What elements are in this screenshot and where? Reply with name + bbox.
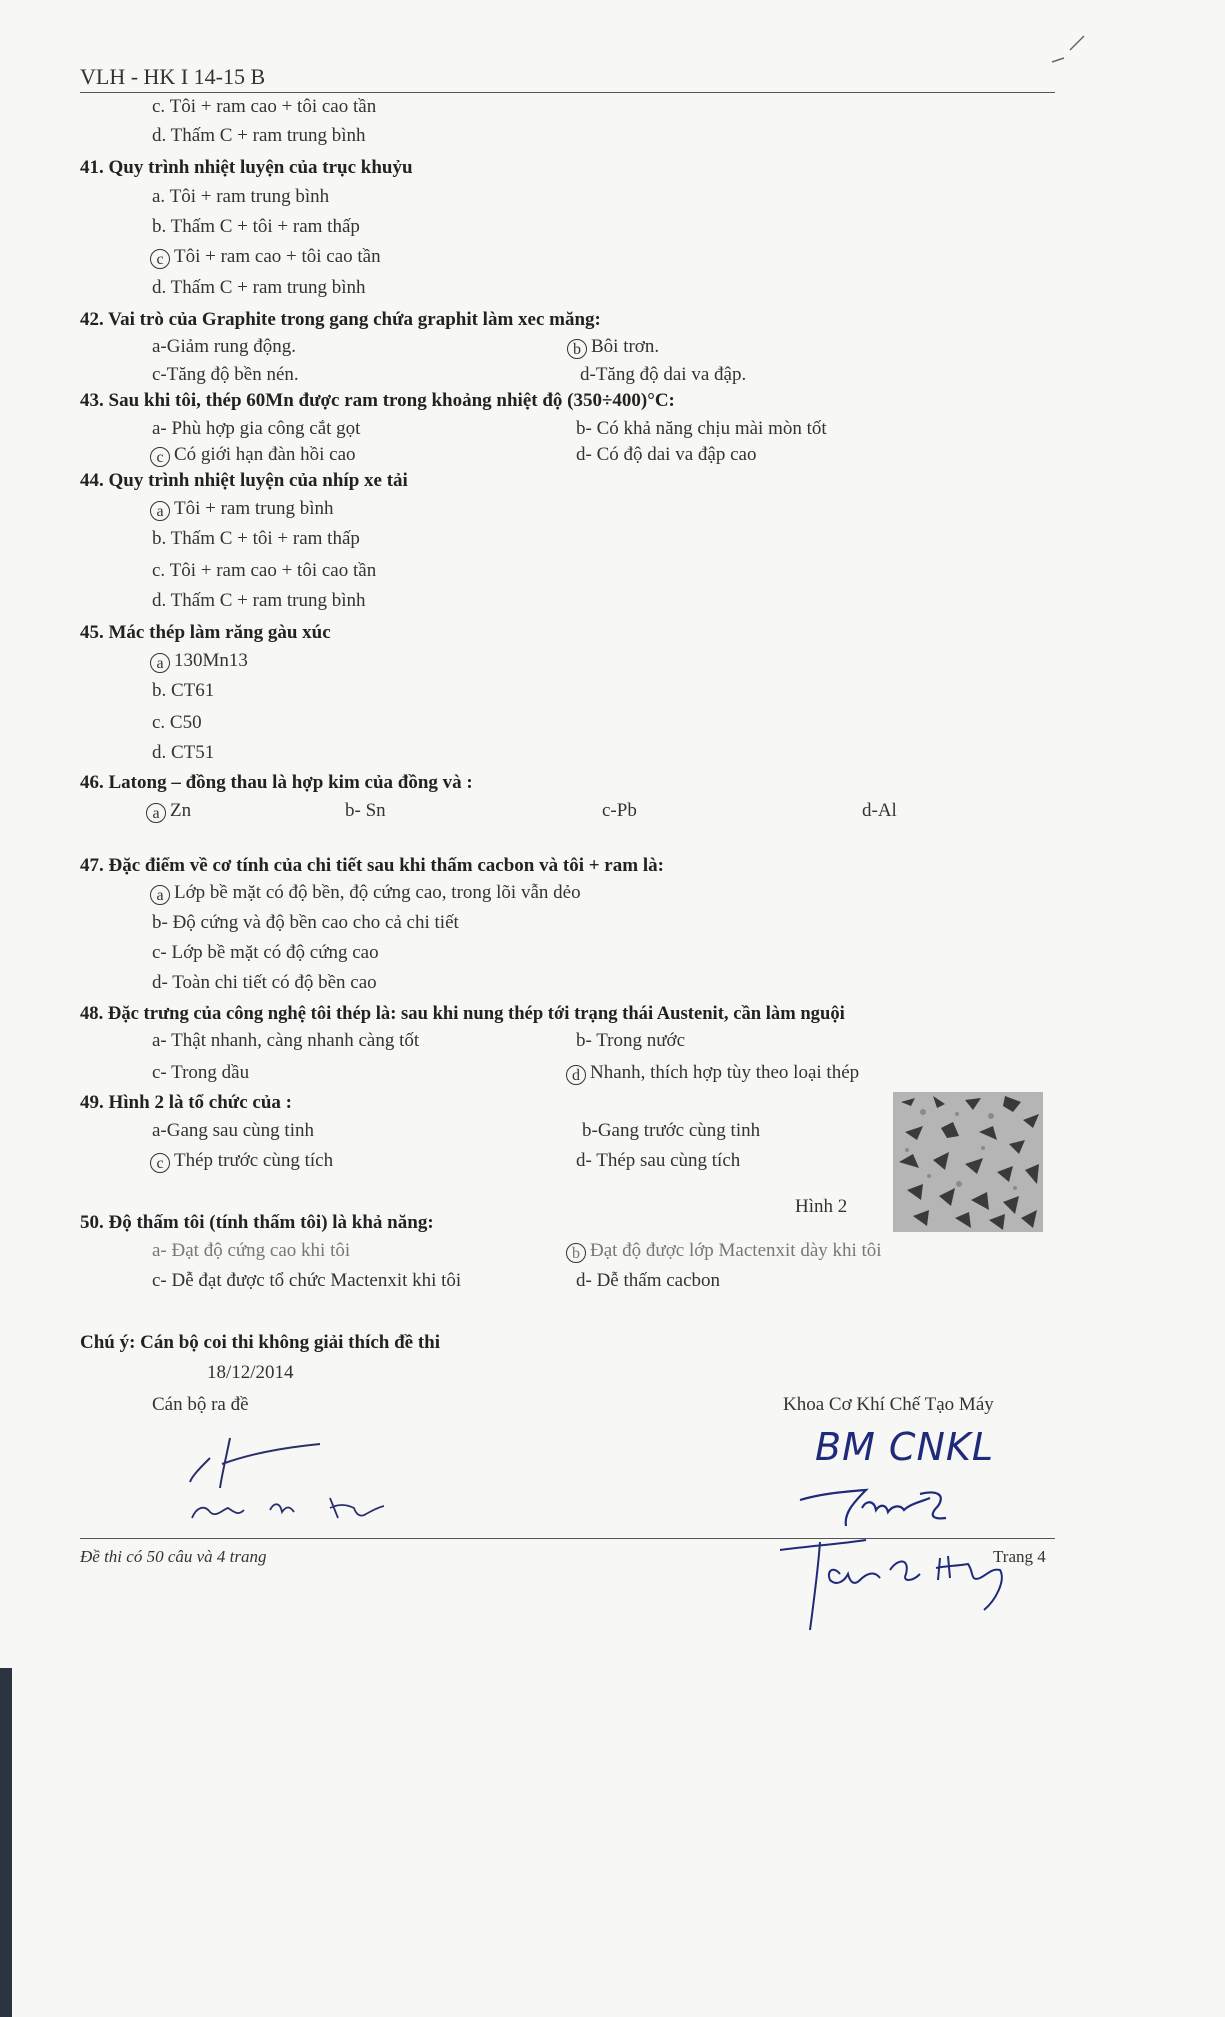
q42-question: 42. Vai trò của Graphite trong gang chứa graphit làm xec măng:: [80, 309, 601, 330]
answer-mark-circle: c: [150, 249, 170, 269]
q44-question: 44. Quy trình nhiệt luyện của nhíp xe tải: [80, 470, 408, 491]
exam-note: Chú ý: Cán bộ coi thi không giải thích đề thi: [80, 1332, 441, 1353]
q44-option-c: c. Tôi + ram cao + tôi cao tần: [152, 560, 377, 581]
q49-option-c: [150, 1150, 333, 1173]
exam-date: 18/12/2014: [207, 1362, 294, 1383]
q41-option-c: [150, 246, 381, 269]
q44-option-a: [150, 498, 334, 521]
q48-option-a: a- Thật nhanh, càng nhanh càng tốt: [152, 1030, 420, 1051]
author-label: Cán bộ ra đề: [152, 1394, 249, 1415]
q42-option-b-text: Bôi trơn.: [591, 336, 660, 357]
q43-option-c: [150, 444, 356, 467]
q44-option-d: d. Thấm C + ram trung bình: [152, 590, 366, 611]
q41-option-c-text: Tôi + ram cao + tôi cao tần: [174, 246, 381, 267]
q48-option-d: [566, 1062, 859, 1085]
q46-option-a-text: Zn: [170, 800, 192, 821]
q46-option-c: c-Pb: [602, 800, 637, 821]
course-header: VLH - HK I 14-15 B: [80, 64, 266, 89]
q48-option-b: b- Trong nước: [576, 1030, 686, 1051]
answer-mark-circle: a: [146, 803, 166, 823]
author-signature: [170, 1418, 430, 1528]
q43-option-d: d- Có độ dai va đập cao: [576, 444, 757, 465]
microstructure-image: [893, 1092, 1043, 1232]
q49-option-a: a-Gang sau cùng tinh: [152, 1120, 314, 1141]
q45-option-d: d. CT51: [152, 742, 215, 763]
q41-option-a: a. Tôi + ram trung bình: [152, 186, 330, 207]
q41-option-d: d. Thấm C + ram trung bình: [152, 277, 366, 298]
q44-option-a-text: Tôi + ram trung bình: [174, 498, 334, 519]
q40-option-c: c. Tôi + ram cao + tôi cao tần: [152, 96, 377, 117]
microstructure-figure: [893, 1092, 1043, 1232]
answer-mark-circle: d: [566, 1065, 586, 1085]
q47-question: 47. Đặc điểm về cơ tính của chi tiết sau khi thấm cacbon và tôi + ram là:: [80, 855, 664, 876]
q40-option-d: d. Thấm C + ram trung bình: [152, 125, 366, 146]
q50-question: 50. Độ thấm tôi (tính thấm tôi) là khả năng:: [80, 1212, 434, 1233]
answer-mark-circle: b: [567, 339, 587, 359]
q44-option-b: b. Thấm C + tôi + ram thấp: [152, 528, 360, 549]
q47-option-a-text: Lớp bề mặt có độ bền, độ cứng cao, trong lõi vẫn dẻo: [174, 882, 581, 903]
q41-option-b: b. Thấm C + tôi + ram thấp: [152, 216, 360, 237]
q48-option-d-text: Nhanh, thích hợp tùy theo loại thép: [590, 1062, 860, 1083]
q45-option-a: [150, 650, 248, 673]
q47-option-d: d- Toàn chi tiết có độ bền cao: [152, 972, 377, 993]
q50-option-b: [566, 1240, 882, 1263]
q49-option-c-text: Thép trước cùng tích: [174, 1150, 334, 1171]
q45-question: 45. Mác thép làm răng gàu xúc: [80, 622, 331, 643]
q43-option-a: a- Phù hợp gia công cắt gọt: [152, 418, 361, 439]
q45-option-c: c. C50: [152, 712, 202, 733]
answer-mark-circle: b: [566, 1243, 586, 1263]
q46-option-b: b- Sn: [345, 800, 386, 821]
q46-option-a: [146, 800, 191, 823]
q43-question: 43. Sau khi tôi, thép 60Mn được ram trong khoảng nhiệt độ (350÷400)°C:: [80, 390, 675, 411]
q49-question: 49. Hình 2 là tổ chức của :: [80, 1092, 292, 1113]
q42-option-b: [567, 336, 659, 359]
q45-option-a-text: 130Mn13: [174, 650, 248, 671]
q43-option-c-text: Có giới hạn đàn hồi cao: [174, 444, 356, 465]
faculty-label: Khoa Cơ Khí Chế Tạo Máy: [783, 1394, 994, 1415]
header-rule: [80, 92, 1055, 93]
answer-mark-circle: a: [150, 885, 170, 905]
department-handwritten: BM CNKL: [815, 1425, 994, 1469]
figure-caption: Hình 2: [795, 1196, 848, 1217]
q42-option-a: a-Giảm rung động.: [152, 336, 297, 357]
footer-rule: [80, 1538, 1055, 1539]
q50-option-d: d- Dễ thấm cacbon: [576, 1270, 721, 1291]
q46-question: 46. Latong – đồng thau là hợp kim của đồng và :: [80, 772, 473, 793]
answer-mark-circle: c: [150, 1153, 170, 1173]
q49-option-b: b-Gang trước cùng tinh: [582, 1120, 761, 1141]
q41-question: 41. Quy trình nhiệt luyện của trục khuỷu: [80, 157, 413, 178]
q48-option-c: c- Trong dầu: [152, 1062, 250, 1083]
answer-mark-circle: a: [150, 653, 170, 673]
scan-edge-bar: [0, 1668, 12, 2017]
q50-option-b-text: Đạt độ được lớp Mactenxit dày khi tôi: [590, 1240, 882, 1261]
page-number: Trang 4: [993, 1547, 1046, 1566]
q50-option-c: c- Dễ đạt được tổ chức Mactenxit khi tôi: [152, 1270, 462, 1291]
q50-option-a: a- Đạt độ cứng cao khi tôi: [152, 1240, 351, 1261]
q47-option-a: [150, 882, 581, 905]
q43-option-b: b- Có khả năng chịu mài mòn tốt: [576, 418, 827, 439]
q47-option-c: c- Lớp bề mặt có độ cứng cao: [152, 942, 379, 963]
answer-mark-circle: a: [150, 501, 170, 521]
q46-option-d: d-Al: [862, 800, 897, 821]
q48-question: 48. Đặc trưng của công nghệ tôi thép là: sau khi nung thép tới trạng thái Austenit, cần làm nguội: [80, 1003, 845, 1024]
exam-summary: Đề thi có 50 câu và 4 trang: [80, 1547, 267, 1566]
q42-option-c: c-Tăng độ bền nén.: [152, 364, 299, 385]
head-signature: [770, 1470, 1030, 1640]
q45-option-b: b. CT61: [152, 680, 215, 701]
answer-mark-circle: c: [150, 447, 170, 467]
q47-option-b: b- Độ cứng và độ bền cao cho cả chi tiết: [152, 912, 459, 933]
q42-option-d: d-Tăng độ dai va đập.: [580, 364, 747, 385]
pen-mark: [1050, 30, 1090, 70]
q49-option-d: d- Thép sau cùng tích: [576, 1150, 741, 1171]
